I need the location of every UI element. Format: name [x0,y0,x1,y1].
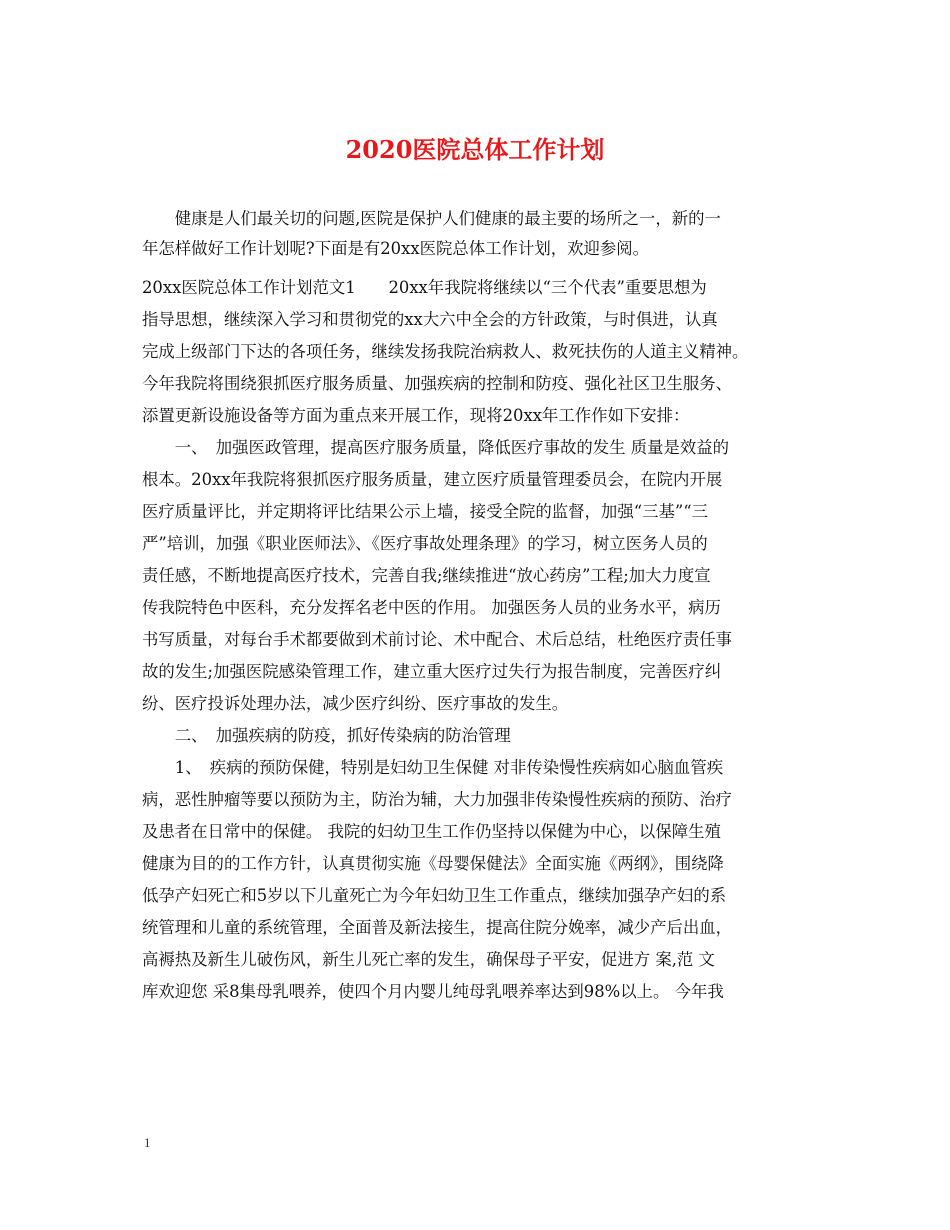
body-text-line: 完成上级部门下达的各项任务，继续发扬我院治病救人、救死扶伤的人道主义精神。 [142,342,749,361]
body-text-line: 纷、医疗投诉处理办法，减少医疗纠纷、医疗事故的发生。 [142,694,569,713]
body-text-line: 添置更新设施设备等方面为重点来开展工作，现将20xx年工作作如下安排： [142,406,690,425]
body-text-line: 20xx医院总体工作计划范文1 20xx年我院将继续以“三个代表”重要思想为 [142,278,707,297]
page-number: 1 [144,1135,151,1150]
body-text-line: 低孕产妇死亡和5岁以下儿童死亡为今年妇幼卫生工作重点，继续加强孕产妇的系 [142,886,727,905]
body-text-line: 库欢迎您 采8集母乳喂养，使四个月内婴儿纯母乳喂养率达到98%以上。 今年我 [142,982,724,1001]
body-text-line: 高褥热及新生儿破伤风，新生儿死亡率的发生，确保母子平安，促进方 案,范 文 [142,950,715,969]
body-text-line: 严”培训，加强《职业医师法》、《医疗事故处理条理》的学习，树立医务人员的 [142,534,708,553]
body-text-line: 病，恶性肿瘤等要以预防为主，防治为辅，大力加强非传染慢性疾病的预防、治疗 [142,790,733,809]
body-text-line: 及患者在日常中的保健。 我院的妇幼卫生工作仍坚持以保健为中心，以保障生殖 [142,822,721,841]
body-text-line: 统管理和儿童的系统管理，全面普及新法接生，提高住院分娩率，减少产后出血， [142,918,733,937]
body-text-line: 今年我院将围绕狠抓医疗服务质量、加强疾病的控制和防疫、强化社区卫生服务、 [142,374,733,393]
body-text-line: 责任感，不断地提高医疗技术，完善自我;继续推进“放心药房”工程;加大力度宣 [142,566,711,585]
body-text-line: 二、 加强疾病的防疫，抓好传染病的防治管理 [142,726,511,745]
body-text-line: 医疗质量评比，并定期将评比结果公示上墙，接受全院的监督，加强“三基”“三 [142,502,709,521]
body-text-line: 书写质量，对每台手术都要做到术前讨论、术中配合、术后总结，杜绝医疗责任事 [142,630,733,649]
body-text-line: 一、 加强医政管理，提高医疗服务质量，降低医疗事故的发生 质量是效益的 [142,438,730,457]
body-text-line: 1、 疾病的预防保健，特别是妇幼卫生保健 对非传染慢性疾病如心脑血管疾 [142,758,724,777]
body-text-line: 指导思想，继续深入学习和贯彻党的xx大六中全会的方针政策，与时俱进，认真 [142,310,718,329]
body-text-line: 年怎样做好工作计划呢?下面是有20xx医院总体工作计划，欢迎参阅。 [142,239,650,258]
body-text-line: 健康是人们最关切的问题,医院是保护人们健康的最主要的场所之一，新的一 [142,209,721,228]
body-text-line: 健康为目的的工作方针，认真贯彻实施《母婴保健法》全面实施《两纲》，围绕降 [142,854,724,873]
body-text-line: 根本。20xx年我院将狠抓医疗服务质量，建立医疗质量管理委员会，在院内开展 [142,470,723,489]
document-title: 2020医院总体工作计划 [345,135,605,164]
body-text-line: 故的发生;加强医院感染管理工作，建立重大医疗过失行为报告制度，完善医疗纠 [142,662,722,681]
body-text-line: 传我院特色中医科，充分发挥名老中医的作用。 加强医务人员的业务水平，病历 [142,598,721,617]
